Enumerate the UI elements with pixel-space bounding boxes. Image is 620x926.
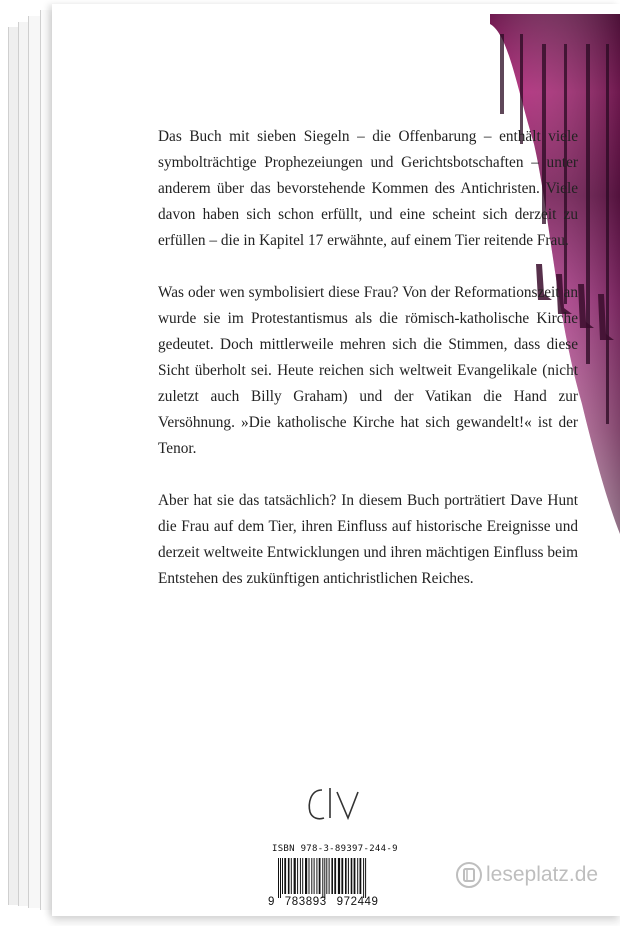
- publisher-logo: [304, 784, 364, 824]
- ean-digits: [268, 896, 400, 908]
- ean-right-group: 972449: [336, 896, 379, 908]
- blurb-paragraph: Aber hat sie das tatsächlich? In diesem Buch porträtiert Dave Hunt die Frau auf dem Tier, ihren Einfluss auf historische Ereignisse und derzeit weltweite Entwicklungen und ihren mächtigen Einfluss beim Entstehen des zukünftigen antichristlichen Reiches.: [158, 492, 578, 587]
- blurb-paragraph: Das Buch mit sieben Siegeln – die Offenbarung – enthält viele symbolträchtige Prophezeiungen und Gerichtsbotschaften – unter anderem über das bevorstehende Kommen des Antichristen. Viele davon haben sich schon erfüllt, und eine scheint sich derzeit zu erfüllen – die in Kapitel 17 erwähnte, auf einem Tier reitende Frau.: [158, 128, 578, 249]
- blurb-text: [158, 124, 578, 618]
- ean-first-digit: 9: [268, 896, 275, 908]
- barcode-label: [268, 844, 400, 912]
- book-circle-icon: [456, 862, 482, 888]
- isbn-text: ISBN 978-3-89397-244-9: [272, 844, 398, 854]
- blurb-paragraph: Was oder wen symbolisiert diese Frau? Von der Reformationszeit an wurde sie im Protestantismus als die römisch-katholische Kirche gedeutet. Doch mittlerweile mehren sich die Stimmen, dass diese Sicht überholt sei. Heute reichen sich weltweit Evangelikale (nicht zuletzt auch Billy Graham) und der Vatikan die Hand zur Versöhnung. »Die katholische Kirche hat sich gewandelt!« ist der Tenor.: [158, 284, 578, 457]
- watermark: [456, 860, 598, 890]
- watermark-text: leseplatz.de: [486, 863, 599, 886]
- ean-barcode: [268, 858, 400, 898]
- back-cover: [52, 4, 620, 916]
- ean-left-group: 783893: [284, 896, 327, 908]
